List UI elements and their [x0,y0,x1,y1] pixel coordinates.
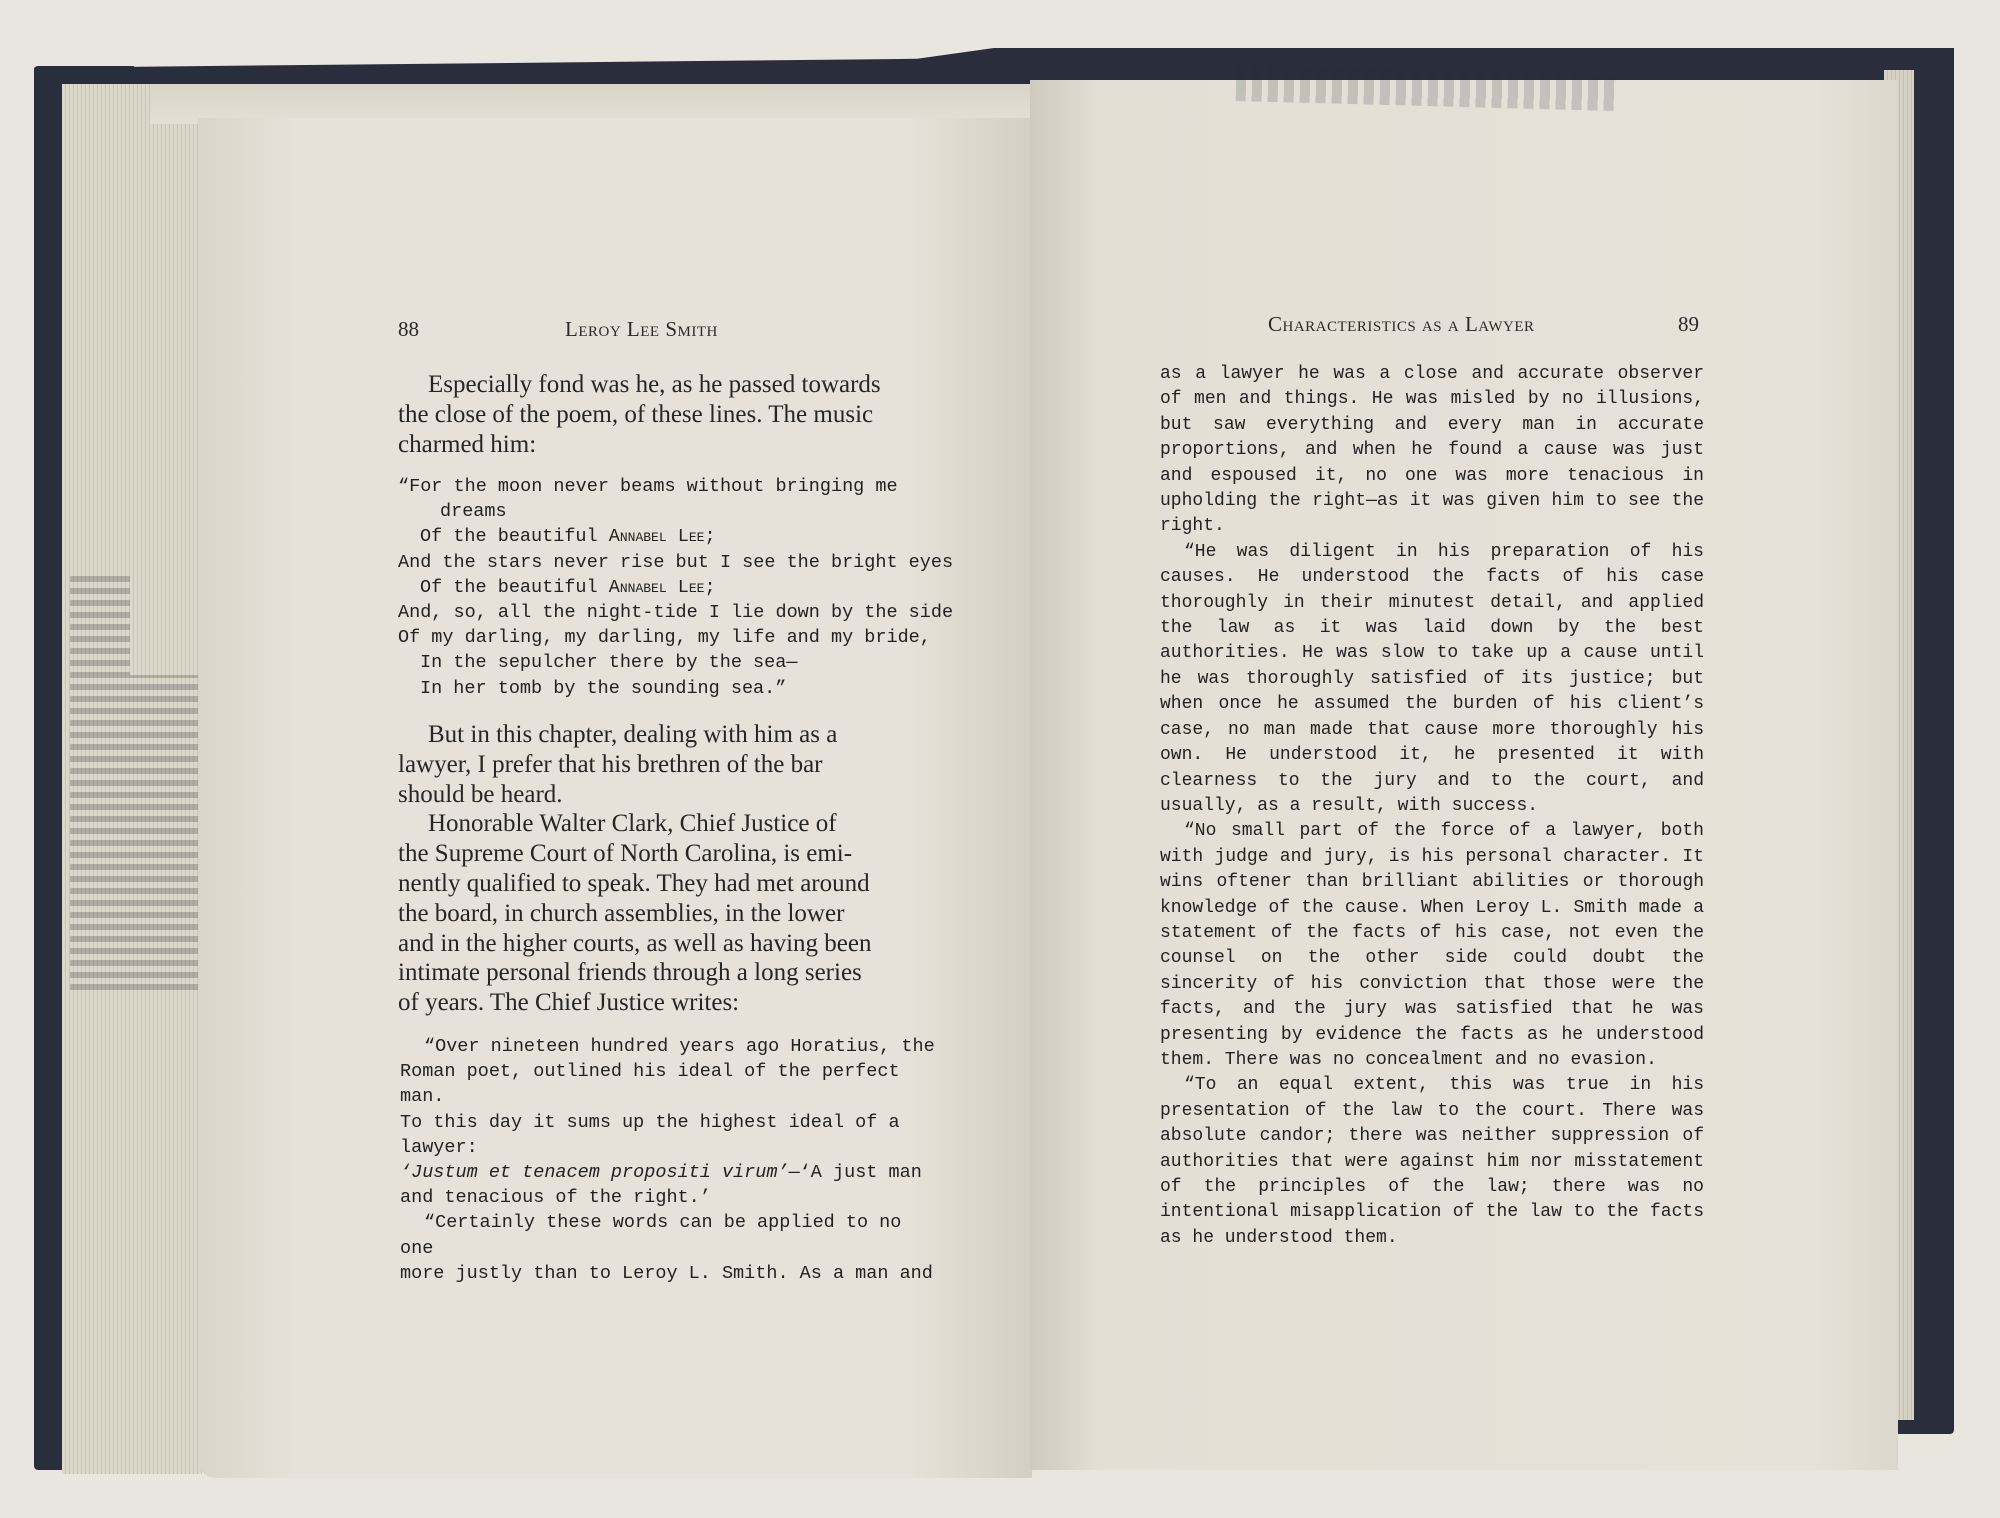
text-line: “Over nineteen hundred years ago Horatius, the [424,1036,935,1057]
intro-paragraph [398,370,938,459]
text-line: To this day it sums up the highest ideal of a lawyer: [400,1111,900,1158]
book-cover-top [34,48,1954,84]
paragraph: “He was diligent in his preparation of his causes. He understood the facts of his case thoroughly in their minutest detail, and applied the law as it was laid down by the best authorities. He was slow to take up a cause until he was thoroughly satisfied of its justice; but when once he assumed the burden of his client’s case, no man made that cause more thoroughly his own. He understood it, he presented it with clearness to the jury and to the court, and usually, as a result, with success. [1160,541,1704,816]
poem-line: Of the beautiful Annabel Lee; [420,576,716,598]
text-line: and tenacious of the right.’ [400,1187,711,1209]
poem-line: In her tomb by the sounding sea.” [420,677,787,699]
text-line: the board, in church assemblies, in the lower [398,899,845,927]
text-line: charmed him: [398,430,537,458]
poem-line: And, so, all the night-tide I lie down by the side [398,602,954,624]
text-line: the Supreme Court of North Carolina, is emi- [398,840,853,868]
poem-line: “For the moon never beams without bringing me [398,476,898,497]
text-line: lawyer, I prefer that his brethren of the bar [398,750,823,778]
poem-line: And the stars never rise but I see the bright eyes [398,551,954,573]
running-head-left: Leroy Lee Smith [565,317,718,341]
paragraph: “No small part of the force of a lawyer, both with judge and jury, is his personal character. It wins oftener than brilliant abilities or thorough knowledge of the cause. When Leroy L. Smith made a statement of the facts of his case, not even the counsel on the other side could doubt the sincerity of his conviction that those were the facts, and the jury was satisfied that he was presenting by evidence the facts as he understood them. There was no concealment and no evasion. [1160,821,1704,1070]
text-line: of years. The Chief Justice writes: [398,989,740,1017]
poem-line: Of my darling, my darling, my life and my bride, [398,627,931,649]
paragraph: as a lawyer he was a close and accurate observer of men and things. He was misled by no illusions, but saw everything and every man in accurate proportions, and when he found a cause was just and espoused it, no one was more tenacious in upholding the right—as it was given him to see the right. [1160,364,1704,537]
poem-line: Of the beautiful Annabel Lee; [420,526,716,548]
text-line: ‘Justum et tenacem propositi virum’—‘A just man [400,1162,922,1184]
poem-quote [398,474,954,701]
chief-justice-quote [400,1034,945,1286]
running-head-right: Characteristics as a Lawyer [1268,312,1535,336]
text-line: Roman poet, outlined his ideal of the perfect man. [400,1061,900,1108]
text-line: more justly than to Leroy L. Smith. As a man and [400,1262,933,1284]
text-line: should be heard. [398,780,563,808]
chapter-paragraph [398,720,938,1018]
text-line: intimate personal friends through a long series [398,959,862,987]
poem-line: dreams [440,501,507,523]
text-line: But in this chapter, dealing with him as a [428,721,838,748]
text-line: Especially fond was he, as he passed towards [428,371,881,398]
text-line: Honorable Walter Clark, Chief Justice of [428,810,837,838]
text-line: the close of the poem, of these lines. The music [398,400,874,428]
text-line: nently qualified to speak. They had met around [398,869,870,897]
poem-line: In the sepulcher there by the sea— [420,652,798,674]
text-line: and in the higher courts, as well as having been [398,929,872,957]
paragraph: “To an equal extent, this was true in his presentation of the law to the court. There was absolute candor; there was neither suppression of authorities that were against him nor misstatement of the principles of the law; there was no intentional misapplication of the law to the facts as he understood them. [1160,1075,1704,1248]
page-number-right: 89 [1678,312,1699,336]
page-number-left: 88 [398,317,419,341]
right-page-text [1160,362,1704,1251]
text-line: “Certainly these words can be applied to no one [400,1212,902,1259]
